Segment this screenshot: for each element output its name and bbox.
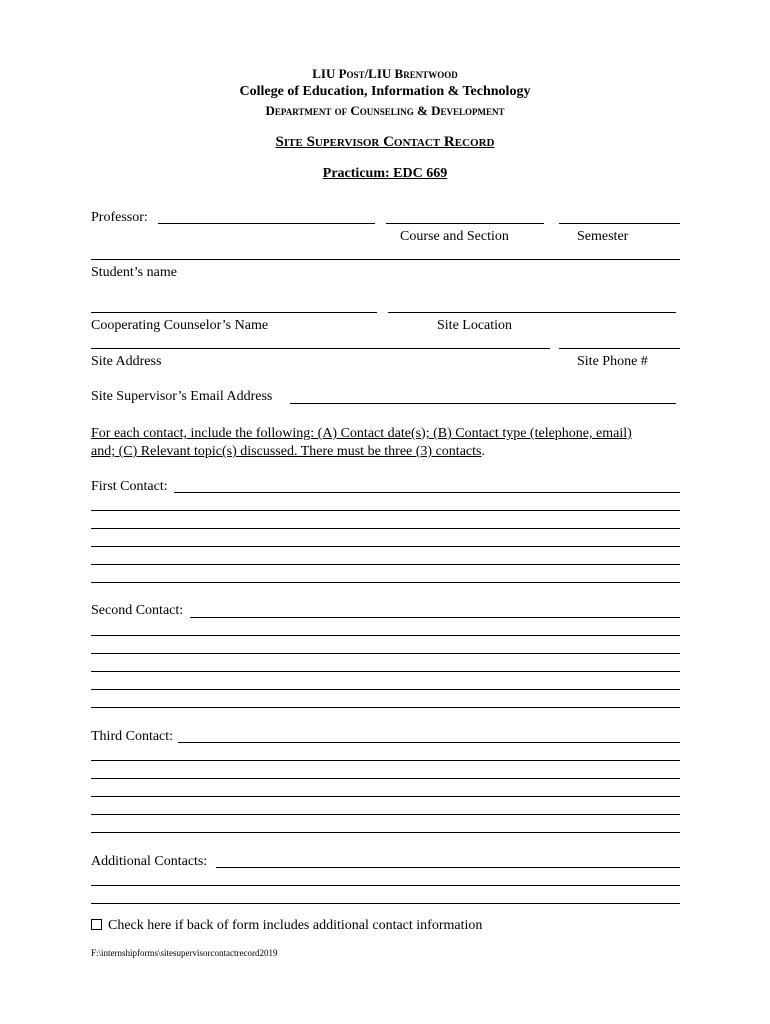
institution-name: LIU Post/LIU Brentwood [312,66,458,81]
site-phone-label: Site Phone # [577,354,648,369]
third-contact-line[interactable] [178,742,680,743]
first-contact-line[interactable] [174,492,680,493]
semester-field[interactable] [559,223,680,224]
cooperating-counselor-label: Cooperating Counselor’s Name [91,318,269,333]
additional-info-checkbox-label: Check here if back of form includes additional contact information [108,918,483,933]
checkbox-icon[interactable] [91,919,102,930]
second-contact-line[interactable] [91,689,680,690]
third-contact-line[interactable] [91,832,680,833]
file-path-footer: F:\internshipforms\sitesupervisorcontactrecord2019 [91,948,278,958]
second-contact-line[interactable] [91,653,680,654]
second-contact-line[interactable] [91,671,680,672]
site-phone-field[interactable] [559,348,680,349]
student-name-label: Student’s name [91,265,177,280]
instructions-period: . [481,444,485,459]
site-address-label: Site Address [91,354,162,369]
site-location-field[interactable] [388,312,676,313]
student-name-field[interactable] [91,259,680,260]
site-location-label: Site Location [437,318,513,333]
instructions-line-1: For each contact, include the following: (A) Contact date(s); (B) Contact type (telephone, email) [91,426,632,441]
third-contact-line[interactable] [91,778,680,779]
form-title: Site Supervisor Contact Record [275,134,495,150]
additional-contact-line[interactable] [91,903,680,904]
first-contact-label: First Contact: [91,479,168,494]
third-contact-label: Third Contact: [91,729,174,744]
second-contact-line[interactable] [91,707,680,708]
semester-label: Semester [577,229,629,244]
instructions-line-2 [91,444,485,460]
third-contact-line[interactable] [91,796,680,797]
first-contact-line[interactable] [91,582,680,583]
course-section-field[interactable] [386,223,544,224]
first-contact-line[interactable] [91,510,680,511]
additional-contact-line[interactable] [91,885,680,886]
supervisor-email-label: Site Supervisor’s Email Address [91,389,273,404]
additional-contacts-label: Additional Contacts: [91,854,208,869]
course-section-label: Course and Section [400,229,509,244]
first-contact-line[interactable] [91,528,680,529]
site-address-field[interactable] [91,348,550,349]
cooperating-counselor-field[interactable] [91,312,377,313]
department-name: Department of Counseling & Development [265,103,505,118]
supervisor-email-field[interactable] [290,403,676,404]
first-contact-line[interactable] [91,546,680,547]
additional-info-checkbox-row[interactable] [91,918,482,934]
third-contact-line[interactable] [91,814,680,815]
professor-field[interactable] [158,223,375,224]
professor-label: Professor: [91,210,148,225]
additional-contact-line[interactable] [216,867,680,868]
second-contact-line[interactable] [91,635,680,636]
third-contact-line[interactable] [91,760,680,761]
form-subtitle: Practicum: EDC 669 [322,166,448,181]
instructions-text: and; (C) Relevant topic(s) discussed. There must be three (3) contacts [91,444,482,459]
second-contact-label: Second Contact: [91,603,184,618]
second-contact-line[interactable] [190,617,680,618]
college-name: College of Education, Information & Technology [239,84,531,99]
first-contact-line[interactable] [91,564,680,565]
